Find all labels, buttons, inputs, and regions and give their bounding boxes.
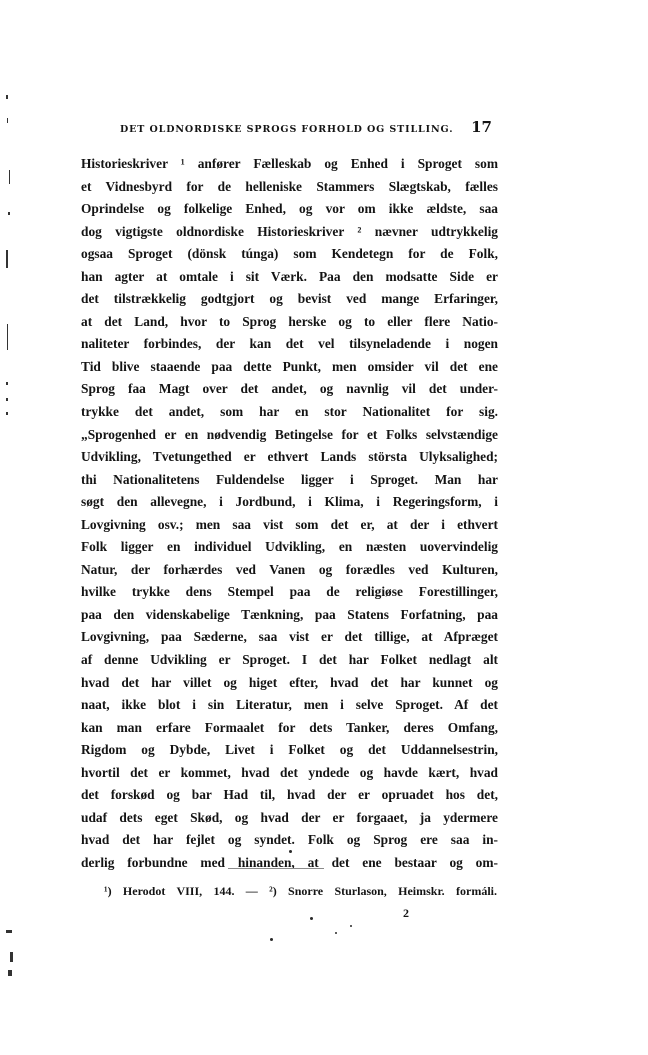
text-line: Oprindelse og folkelige Enhed, og vor om ikke ældste, saa: [81, 201, 498, 217]
ink-speck: [310, 917, 313, 920]
text-line: ogsaa Sproget (dönsk túnga) som Kendetegn for de Folk,: [81, 246, 498, 262]
ink-speck: [270, 938, 273, 941]
margin-mark: [10, 952, 13, 962]
margin-mark: [6, 95, 8, 99]
margin-mark: [9, 170, 10, 184]
text-line: thi Nationalitetens Fuldendelse ligger i Sproget. Man har: [81, 471, 498, 487]
footnote: ¹) Herodot VIII, 144. — ²) Snorre Sturlason, Heimskr. formáli.: [104, 884, 497, 898]
text-line: Sprog faa Magt over det andet, og navnlig vil det under-: [81, 381, 498, 397]
text-line: udaf dets eget Skød, og hvad der er forgaaet, ja ydermere: [81, 809, 498, 825]
text-line: „Sprogenhed er en nødvendig Betingelse for et Folks selvstændige: [81, 426, 498, 442]
text-line: dog vigtigste oldnordiske Historieskriver ² nævner udtrykkelig: [81, 223, 498, 239]
running-title: DET OLDNORDISKE SPROGS FORHOLD OG STILLING.: [120, 124, 454, 135]
margin-mark: [6, 412, 8, 415]
ink-speck: [350, 925, 352, 927]
margin-mark: [8, 212, 10, 215]
footnote-rule: [228, 868, 324, 869]
margin-mark: [7, 118, 8, 123]
text-line: han agter at omtale i sit Værk. Paa den modsatte Side er: [81, 268, 498, 284]
text-line: derlig forbundne med hinanden, at det ene bestaar og om-: [81, 854, 498, 870]
text-line: Tid blive staaende paa dette Punkt, men omsider vil det ene: [81, 358, 498, 374]
ink-speck: [335, 932, 337, 934]
text-line: hvad det har villet og higet efter, hvad det har kunnet og: [81, 674, 498, 690]
margin-mark: [6, 382, 8, 385]
margin-mark: [8, 970, 12, 976]
text-line: Folk ligger en individuel Udvikling, en næsten uovervindelig: [81, 539, 498, 555]
margin-mark: [7, 324, 8, 350]
text-line: naat, ikke blot i sin Literatur, men i selve Sproget. Af det: [81, 697, 498, 713]
page-number: 17: [471, 118, 492, 136]
text-line: paa den videnskabelige Tænkning, paa Statens Forfatning, paa: [81, 606, 498, 622]
text-line: det forskød og bar Had til, hvad der er opruadet hos det,: [81, 787, 498, 803]
text-line: at det Land, hvor to Sprog herske og to eller flere Natio-: [81, 313, 498, 329]
margin-mark: [6, 930, 12, 933]
text-line: naliteter forbindes, der kan det vel tilsyneladende i nogen: [81, 336, 498, 352]
text-line: Lovgivning osv.; men saa vist som det er, at der i ethvert: [81, 516, 498, 532]
text-line: Historieskriver ¹ anfører Fælleskab og Enhed i Sproget som: [81, 156, 498, 171]
text-line: det tilstrækkelig godtgjort og bevist ved mange Erfaringer,: [81, 291, 498, 307]
margin-mark: [6, 250, 8, 268]
running-header: [120, 118, 492, 140]
ink-speck: [289, 850, 292, 853]
text-line: Natur, der forhærdes ved Vanen og forædles ved Kulturen,: [81, 561, 498, 577]
text-line: af denne Udvikling er Sproget. I det har Folket nedlagt alt: [81, 652, 498, 668]
signature-mark: 2: [403, 906, 409, 920]
margin-mark: [6, 398, 8, 401]
text-line: hvilke trykke dens Stempel paa de religiøse Forestillinger,: [81, 584, 498, 600]
main-text: [81, 153, 498, 875]
text-line: et Vidnesbyrd for de helleniske Stammers Slægtskab, fælles: [81, 178, 498, 194]
text-line: Udvikling, Tvetungethed er ethvert Lands största Ulyksalighed;: [81, 449, 498, 465]
text-line: Rigdom og Dybde, Livet i Folket og det Uddannelsestrin,: [81, 742, 498, 758]
text-line: trykke det andet, som har en stor Nationalitet for sig.: [81, 404, 498, 420]
text-line: søgt den allevegne, i Jordbund, i Klima, i Regeringsform, i: [81, 494, 498, 510]
text-line: hvad det har fejlet og syndet. Folk og Sprog ere saa in-: [81, 832, 498, 848]
text-line: kan man erfare Formaalet for dets Tanker, deres Omfang,: [81, 719, 498, 735]
text-line: Lovgivning, paa Sæderne, saa vist er det tillige, at Afpræget: [81, 629, 498, 645]
text-line: hvortil det er kommet, hvad det yndede og havde kært, hvad: [81, 764, 498, 780]
